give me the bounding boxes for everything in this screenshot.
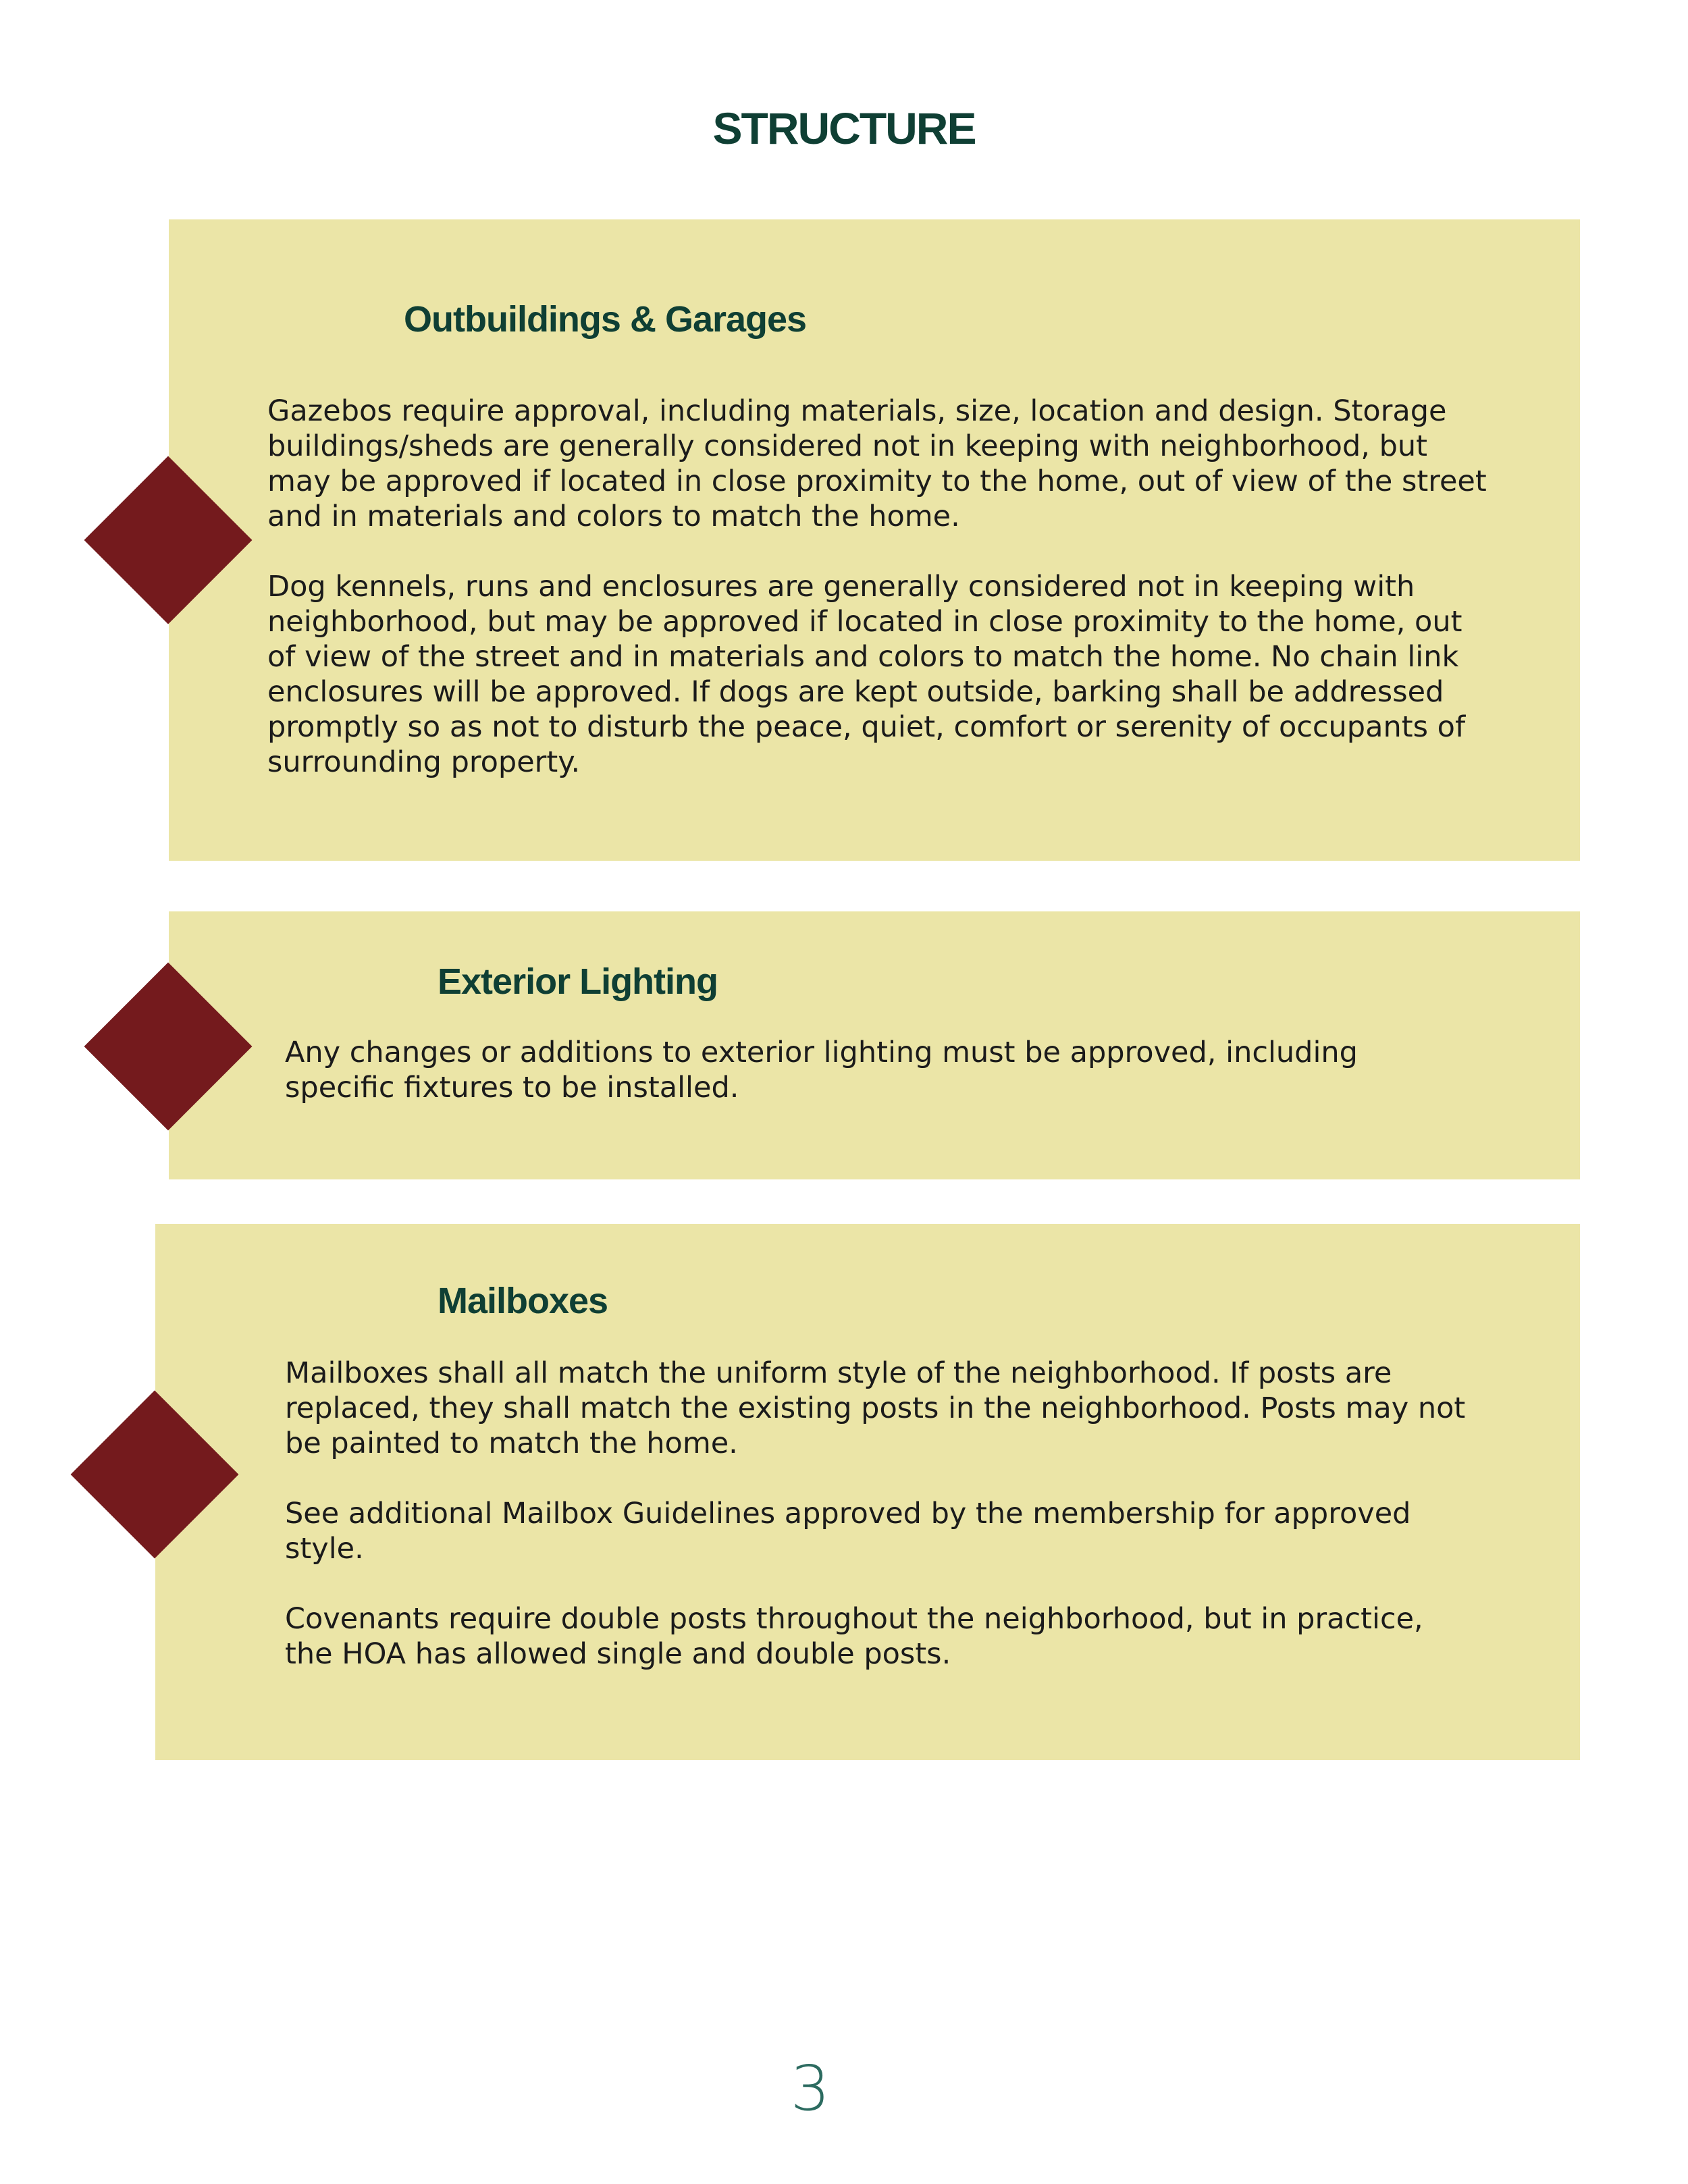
- text-line: specific fixtures to be installed.: [285, 1071, 739, 1104]
- text-line: promptly so as not to disturb the peace, quiet, comfort or serenity of occupants of: [267, 710, 1466, 744]
- section-heading: Outbuildings & Garages: [404, 299, 807, 340]
- section-panel-outbuildings: [169, 219, 1580, 861]
- page-number: 3: [790, 2052, 830, 2125]
- text-line: style.: [285, 1532, 364, 1566]
- section-heading: Exterior Lighting: [438, 961, 718, 1002]
- text-line: buildings/sheds are generally considered not in keeping with neighborhood, but: [267, 429, 1427, 463]
- text-line: Gazebos require approval, including materials, size, location and design. Storage: [267, 394, 1447, 428]
- paragraph: [285, 1601, 1465, 1672]
- text-line: replaced, they shall match the existing posts in the neighborhood. Posts may not: [285, 1391, 1466, 1425]
- text-line: may be approved if located in close proximity to the home, out of view of the street: [267, 464, 1487, 498]
- paragraph: [267, 394, 1487, 534]
- text-line: See additional Mailbox Guidelines approved by the membership for approved: [285, 1497, 1411, 1530]
- text-line: enclosures will be approved. If dogs are kept outside, barking shall be addressed: [267, 675, 1444, 709]
- text-line: be painted to match the home.: [285, 1427, 738, 1460]
- section-body: [267, 394, 1487, 780]
- paragraph: [285, 1356, 1465, 1461]
- paragraph: [267, 569, 1487, 780]
- text-line: surrounding property.: [267, 745, 581, 779]
- text-line: Any changes or additions to exterior lighting must be approved, including: [285, 1036, 1358, 1069]
- section-body: [285, 1035, 1358, 1105]
- paragraph: [285, 1035, 1358, 1105]
- text-line: the HOA has allowed single and double posts.: [285, 1637, 951, 1671]
- section-panel-exterior-lighting: [169, 911, 1580, 1179]
- page-title: STRUCTURE: [712, 103, 976, 153]
- section-panel-mailboxes: [155, 1224, 1580, 1760]
- section-body: [285, 1356, 1465, 1672]
- section-heading: Mailboxes: [438, 1281, 608, 1321]
- text-line: Dog kennels, runs and enclosures are generally considered not in keeping with: [267, 570, 1415, 604]
- paragraph: [285, 1496, 1465, 1566]
- text-line: Mailboxes shall all match the uniform style of the neighborhood. If posts are: [285, 1356, 1392, 1390]
- text-line: Covenants require double posts throughout the neighborhood, but in practice,: [285, 1602, 1423, 1636]
- text-line: neighborhood, but may be approved if located in close proximity to the home, out: [267, 605, 1462, 639]
- text-line: and in materials and colors to match the home.: [267, 500, 960, 533]
- text-line: of view of the street and in materials and colors to match the home. No chain link: [267, 640, 1459, 674]
